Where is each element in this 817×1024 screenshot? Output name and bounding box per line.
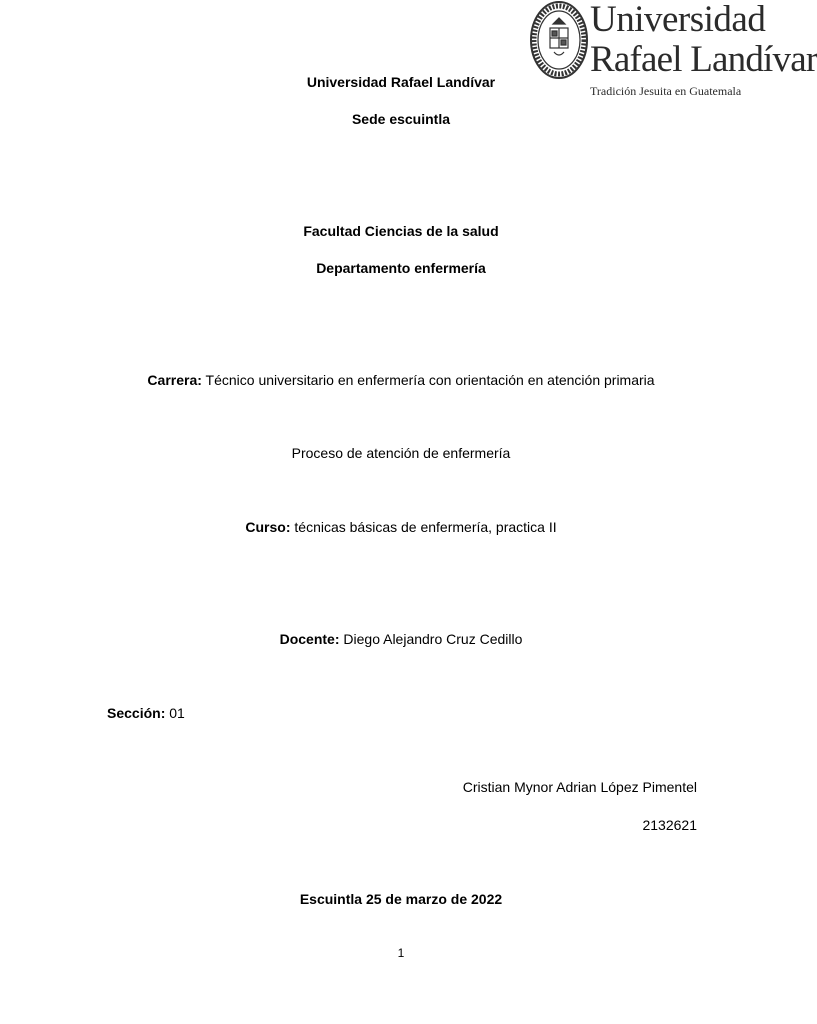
document-date: Escuintla 25 de marzo de 2022	[299, 891, 503, 907]
teacher-label: Docente:	[279, 631, 340, 647]
career-label: Carrera:	[147, 372, 202, 388]
logo-tagline: Tradición Jesuita en Guatemala	[590, 84, 742, 98]
course-line	[0, 518, 802, 536]
logo-line-2: Rafael Landívar	[590, 39, 817, 80]
department-name: Departamento enfermería	[316, 260, 486, 276]
teacher-value: Diego Alejandro Cruz Cedillo	[339, 631, 523, 647]
teacher-line	[0, 630, 802, 648]
section-label: Sección:	[107, 705, 166, 721]
section-value: 01	[165, 705, 185, 721]
document-title: Proceso de atención de enfermería	[291, 445, 511, 461]
course-label: Curso:	[245, 519, 291, 535]
career-line	[0, 371, 802, 389]
career-value: Técnico universitario en enfermería con orientación en atención primaria	[201, 372, 655, 388]
page-number: 1	[397, 946, 405, 960]
university-seal-icon	[528, 0, 590, 84]
section-line	[107, 704, 185, 722]
campus-name: Sede escuintla	[351, 111, 451, 127]
university-name: Universidad Rafael Landívar	[306, 74, 496, 90]
student-id: 2132621	[642, 817, 697, 833]
faculty-name: Facultad Ciencias de la salud	[303, 223, 499, 239]
course-value: técnicas básicas de enfermería, practica II	[290, 519, 557, 535]
student-name: Cristian Mynor Adrian López Pimentel	[462, 779, 697, 795]
logo-line-1: Universidad	[590, 0, 766, 40]
